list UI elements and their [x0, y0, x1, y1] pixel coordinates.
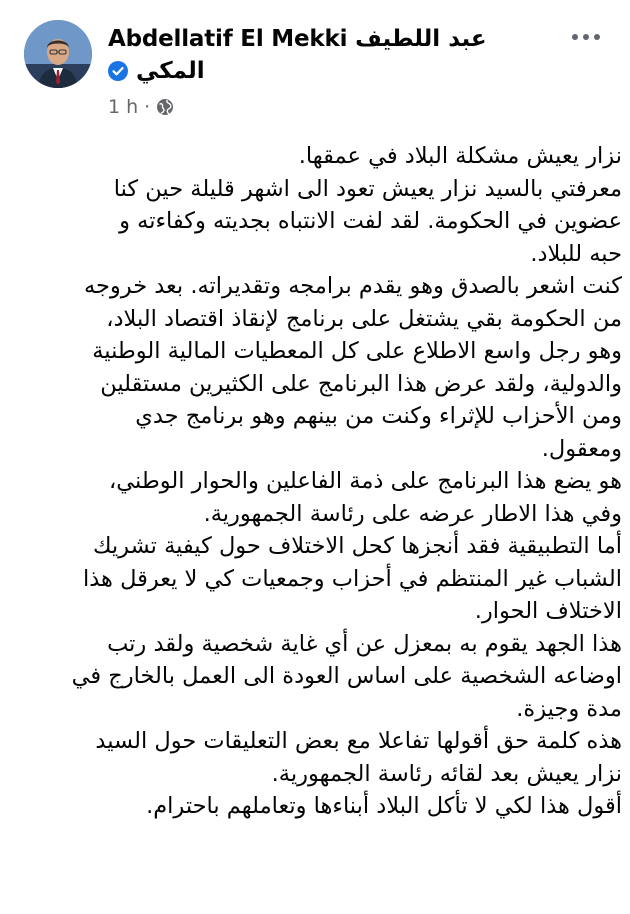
more-dot [572, 34, 578, 40]
post-line: ومن الأحزاب للإثراء وكنت من بينهم وهو برنامج جدي [135, 403, 622, 429]
post-line: عضوين في الحكومة. لقد لفت الانتباه بجديته وكفاءته و [119, 208, 622, 234]
post-line: أقول هذا لكي لا تأكل البلاد أبناءها وتعاملهم باحترام. [146, 793, 622, 819]
meta-separator: · [144, 96, 151, 118]
post-line: أما التطبيقية فقد أنجزها كحل الاختلاف حول كيفية تشريك [92, 533, 622, 559]
post-header [0, 0, 630, 130]
author-name-arabic-surname[interactable]: المكي [136, 58, 205, 84]
author-name-continued[interactable] [108, 58, 205, 84]
post-line: اوضاعه الشخصية على اساس العودة الى العمل بالخارج في [71, 663, 622, 689]
more-dot [594, 34, 600, 40]
post-line: حبه للبلاد. [530, 240, 622, 267]
post-line: معرفتي بالسيد نزار يعيش تعود الى اشهر قليلة حين كنا [113, 175, 622, 202]
more-dot [583, 34, 589, 40]
post-line: نزار يعيش مشكلة البلاد في عمقها. [298, 143, 622, 169]
post-line: والدولية، ولقد عرض هذا البرنامج على الكثيرين مستقلين [100, 370, 622, 397]
post-line: ومعقول. [541, 435, 622, 462]
post-line: وفي هذا الاطار عرضه على رئاسة الجمهورية. [203, 500, 622, 527]
post-line: هذه كلمة حق أقولها تفاعلا مع بعض التعليقات حول السيد [95, 728, 622, 754]
post-line: كنت اشعر بالصدق وهو يقدم برامجه وتقديراته. بعد خروجه [83, 273, 622, 299]
post-text [26, 140, 622, 823]
author-name[interactable]: Abdellatif El Mekki عبد اللطيف [108, 26, 487, 52]
post-time[interactable]: 1 h [108, 96, 139, 118]
more-options-button[interactable] [566, 22, 606, 52]
post-line: من الحكومة بقي يشتغل على برنامج لإنقاذ اقتصاد البلاد، [106, 305, 622, 332]
post-line: مدة وجيزة. [516, 695, 622, 722]
post-line: نزار يعيش بعد لقائه رئاسة الجمهورية. [271, 760, 622, 787]
avatar-photo [24, 20, 92, 88]
post-line: الشباب غير المنتظم في أحزاب وجمعيات كي لا يعرقل هذا [82, 565, 622, 592]
post-meta [108, 96, 174, 118]
post-line: وهو رجل واسع الاطلاع على كل المعطيات المالية الوطنية [92, 338, 622, 364]
post-line: هذا الجهد يقوم به بمعزل عن أي غاية شخصية ولقد رتب [107, 630, 622, 657]
globe-icon[interactable] [156, 98, 174, 116]
post-line: هو يضع هذا البرنامج على ذمة الفاعلين والحوار الوطني، [109, 468, 622, 494]
verified-badge-icon [108, 61, 128, 81]
post-line: الاختلاف الحوار. [474, 598, 622, 624]
avatar[interactable] [24, 20, 92, 88]
